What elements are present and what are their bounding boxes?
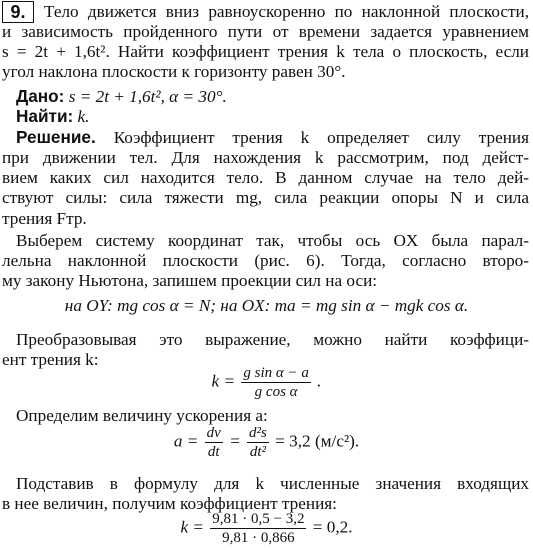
find-text: k. [77,107,90,126]
final-lhs: k = [180,517,204,537]
final-numerator: 9,81 · 0,5 − 3,2 [212,511,305,527]
final-fraction [210,510,306,547]
subst-line-2: в нее величин, получим коэффициент трения: [2,494,337,513]
accel-lhs: a = [173,431,199,451]
k-formula-denominator: g cos α [254,384,298,400]
solution-line-2: при движении тел. Для нахождения k рассмотрим, под дейст- [2,148,529,167]
solution-line-1 [16,128,529,147]
accel-fraction-1 [205,424,223,461]
k-formula-numerator: g sin α − a [243,365,309,381]
coord-line-2: лельна наклонной плоскости (рис. 6). Тогда, согласно второ- [2,251,529,270]
accel-fraction-2 [247,424,269,461]
final-denominator: 9,81 · 0,866 [222,530,295,546]
accel-equals: = [229,431,241,451]
k-formula-tail: . [317,371,322,391]
subst-line-1: Подставив в формулу для k численные значения входящих [16,474,529,493]
given-text: s = 2t + 1,6t², α = 30°. [68,87,227,106]
solution-line-5: трения Fтр. [2,209,87,228]
solution-label: Решение. [16,127,96,147]
coord-line-3: му закону Ньютона, запишем проекции сил на оси: [2,271,378,290]
final-formula [0,510,533,547]
given-row [16,87,533,106]
accel-result: = 3,2 (м/с²). [275,431,360,451]
projection-equation: на OY: mg cos α = N; на OX: ma = mg sin α − mgk cos α. [64,296,469,315]
accel-f1-denominator: dt [207,444,220,460]
transform-line-1: Преобразовывая это выражение, можно найти коэффици- [16,330,529,349]
problem-line-2: и зависимость пройденного пути от времени задается уравнением [2,22,529,41]
transform-line-2: ент трения k: [2,350,99,369]
k-formula-fraction [241,364,311,401]
coord-line-1: Выберем систему координат так, чтобы ось OX была парал- [16,231,529,250]
final-result: = 0,2. [312,517,353,537]
problem-line-1: Тело движется вниз равноускоренно по наклонной плоскости, [44,2,529,21]
accel-f2-numerator: d²s [249,425,267,441]
accel-f2-denominator: dt² [249,444,267,460]
find-row [16,107,533,126]
solution-line-3: вием каких сил находится тело. В данном случае на тело дей- [2,168,529,187]
problem-line-4: угол наклона плоскости к горизонту равен 30°. [2,62,346,81]
given-label: Дано: [16,86,65,106]
k-formula-lhs: k = [211,371,236,391]
problem-line-3: s = 2t + 1,6t². Найти коэффициент трения k тела о плоскость, если [2,42,529,61]
solution-line-4: ствуют силы: сила тяжести mg, сила реакции опоры N и сила [2,188,529,207]
k-formula [0,364,533,401]
solution-text-1: Коэффициент трения k определяет силу трения [113,128,530,147]
accel-line: Определим величину ускорения a: [16,406,268,425]
accel-f1-numerator: dv [206,425,221,441]
find-label: Найти: [16,106,74,126]
accel-formula [0,424,533,461]
problem-number: 9. [2,1,34,23]
